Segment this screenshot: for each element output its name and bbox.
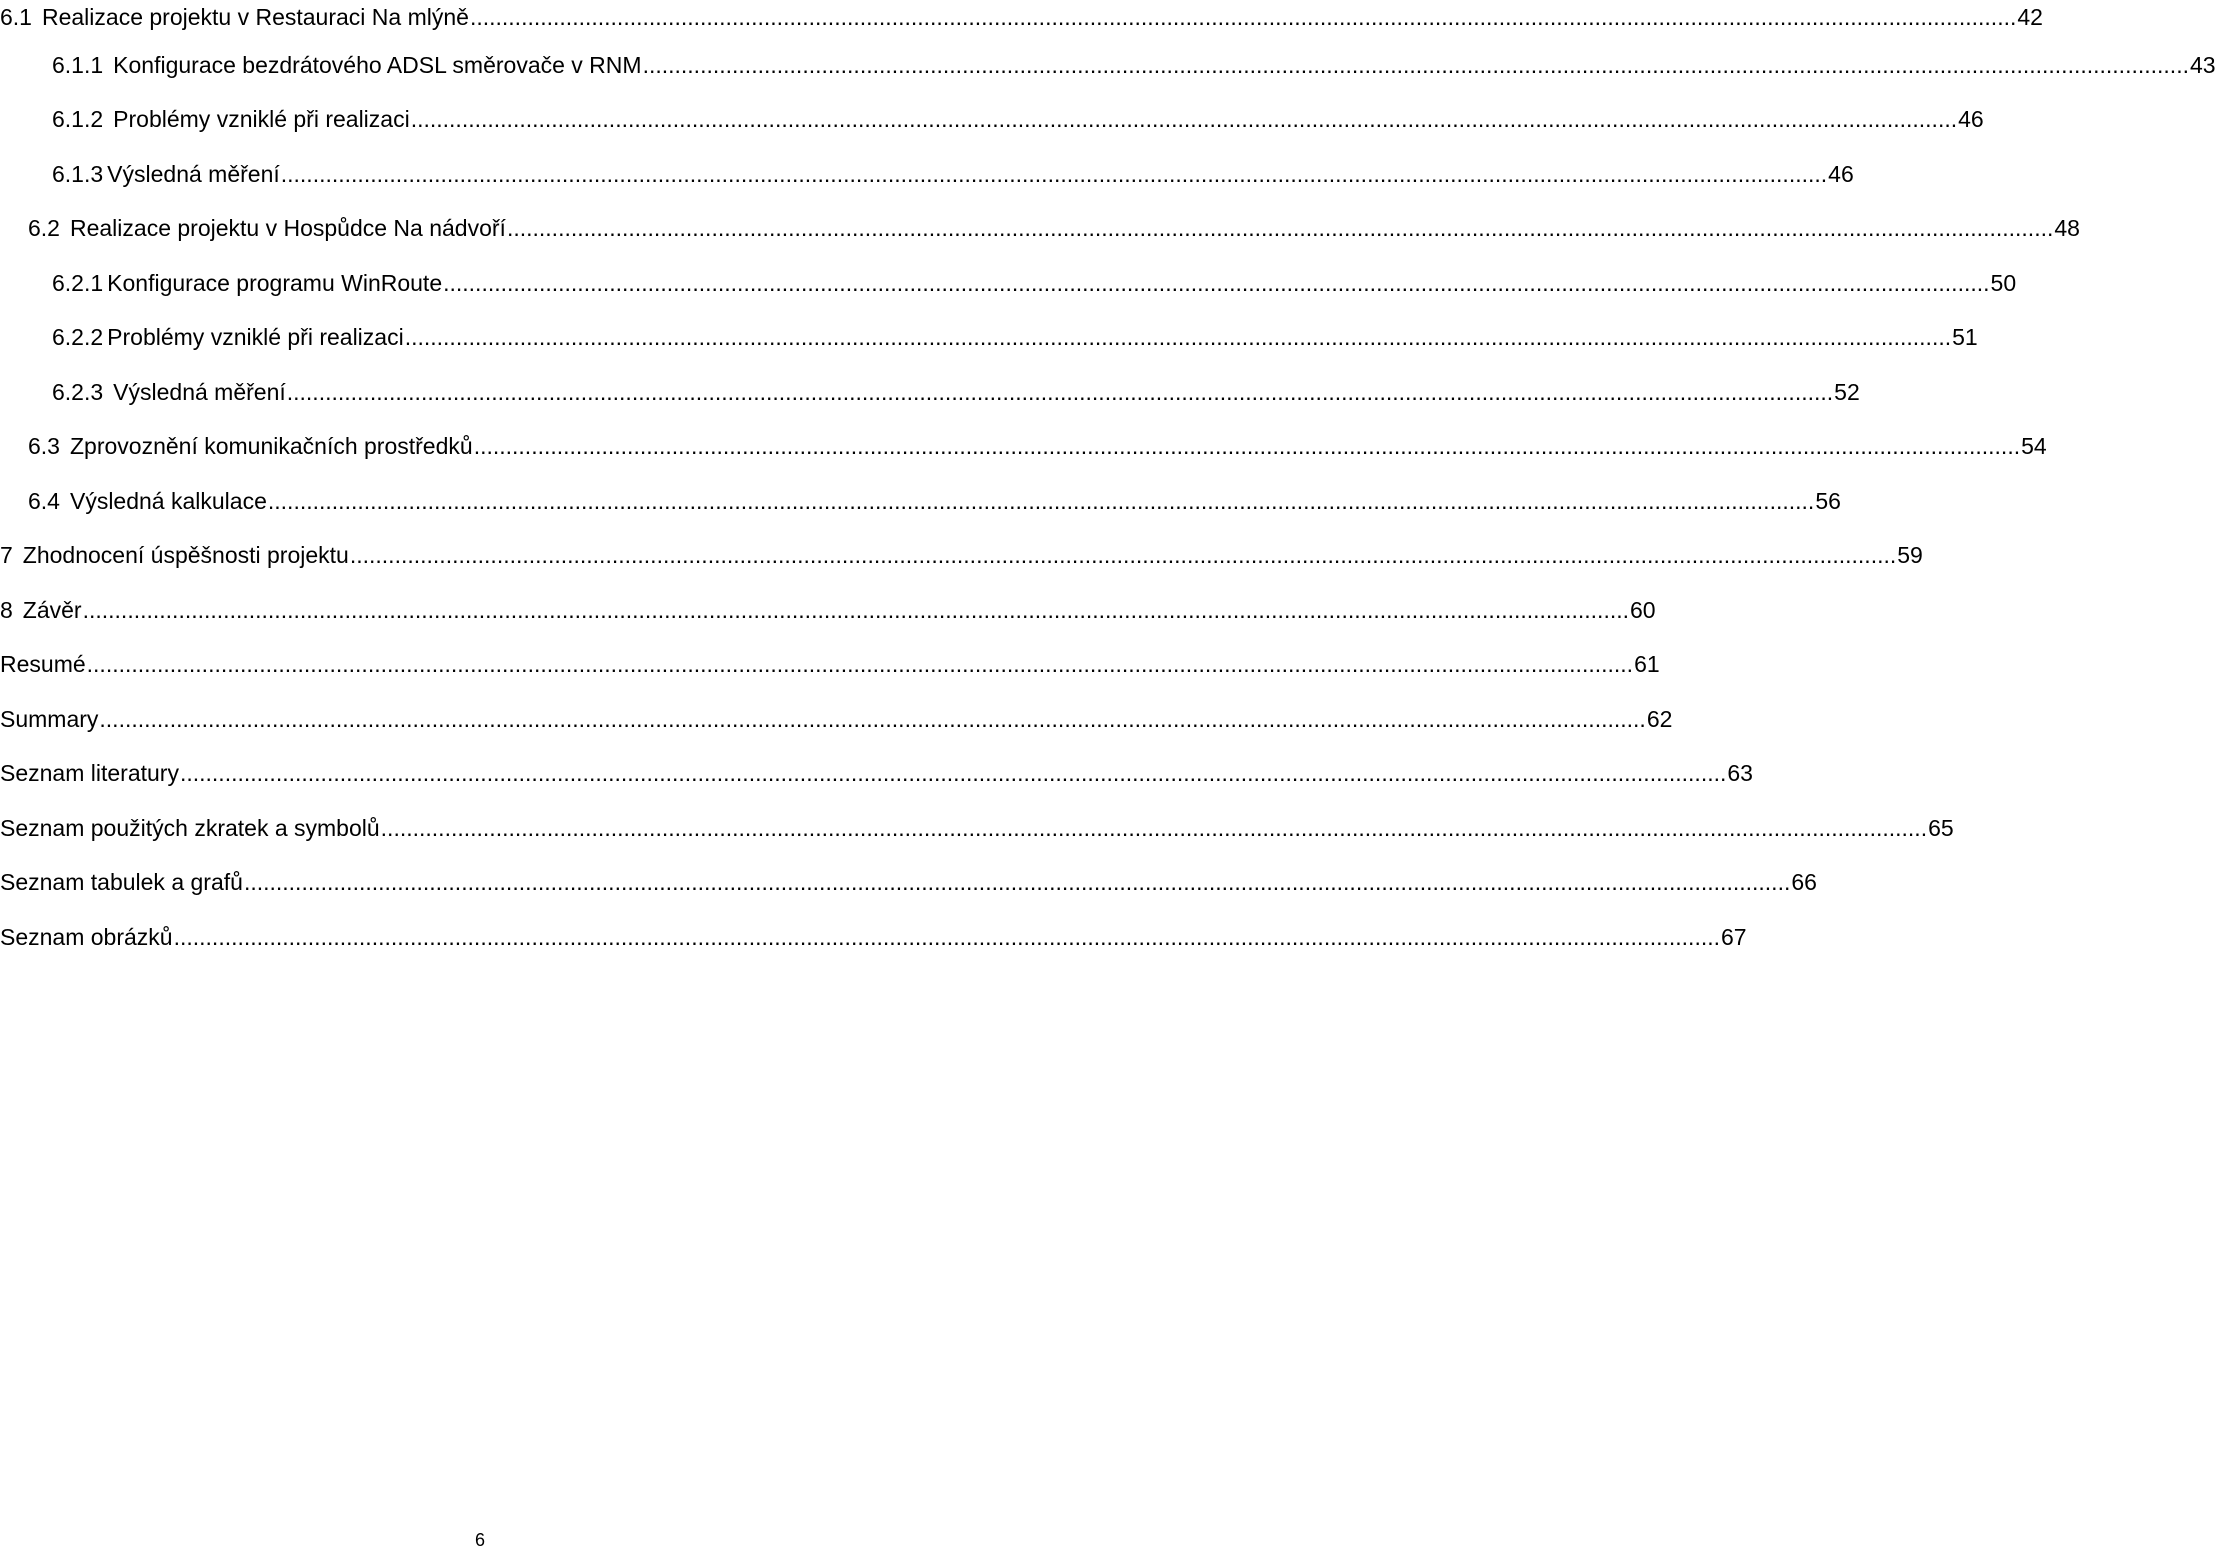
toc-entry bbox=[0, 593, 1656, 627]
toc-entry-page: 63 bbox=[1727, 760, 1753, 786]
toc-entry-page: 52 bbox=[1834, 379, 1860, 405]
toc-entry bbox=[0, 211, 2080, 245]
toc-entry-number: 6.2.1 bbox=[52, 270, 104, 296]
toc-entry-title: Resumé bbox=[0, 651, 86, 677]
toc-entry-title: Seznam obrázků bbox=[0, 924, 173, 950]
toc-entry-page: 54 bbox=[2021, 433, 2047, 459]
toc-entry-title: Seznam tabulek a grafů bbox=[0, 869, 243, 895]
toc-entry-title: Výsledná měření bbox=[107, 161, 280, 187]
toc-entry bbox=[0, 647, 1660, 681]
toc-entry-number: 6.2.2 bbox=[52, 324, 104, 350]
toc-entry-page: 62 bbox=[1646, 706, 1673, 732]
toc-entry-page: 66 bbox=[1791, 869, 1817, 895]
dot-leader bbox=[474, 429, 2020, 463]
toc-entry-title: Realizace projektu v Hospůdce Na nádvoří bbox=[69, 215, 506, 241]
toc-entry bbox=[0, 375, 1860, 409]
dot-leader bbox=[381, 811, 1927, 845]
dot-leader bbox=[281, 157, 1827, 191]
toc-entry-number: 6.4 bbox=[28, 488, 60, 514]
toc-entry-title: Závěr bbox=[22, 597, 82, 623]
dot-leader bbox=[87, 647, 1633, 681]
toc-entry-page: 43 bbox=[2189, 52, 2216, 78]
toc-entry bbox=[0, 157, 1854, 191]
toc-entry bbox=[0, 865, 1817, 899]
toc-entry-page: 60 bbox=[1630, 597, 1656, 623]
toc-entry bbox=[0, 48, 2216, 82]
toc-entry-number: 6.2 bbox=[28, 215, 60, 241]
toc-entry-title: Výsledná měření bbox=[113, 379, 286, 405]
toc-entry bbox=[0, 320, 1978, 354]
toc-entry-title: Seznam použitých zkratek a symbolů bbox=[0, 815, 380, 841]
dot-leader bbox=[350, 538, 1896, 572]
toc-entry-title: Realizace projektu v Restauraci Na mlýně bbox=[41, 4, 469, 30]
toc-entry-number: 6.2.3 bbox=[52, 379, 104, 405]
toc-entry-title: Zhodnocení úspěšnosti projektu bbox=[22, 542, 349, 568]
toc-entry-title: Seznam literatury bbox=[0, 760, 179, 786]
dot-leader bbox=[244, 865, 1790, 899]
toc-entry-page: 46 bbox=[1828, 161, 1854, 187]
toc-entry-page: 42 bbox=[2017, 4, 2043, 30]
toc-entry-number: 6.3 bbox=[28, 433, 60, 459]
toc-entry bbox=[0, 266, 2017, 300]
toc-entry bbox=[0, 0, 2043, 34]
dot-leader bbox=[507, 211, 2053, 245]
page-number: 6 bbox=[474, 1530, 485, 1550]
toc-entry-page: 50 bbox=[1990, 270, 2017, 296]
dot-leader bbox=[268, 484, 1814, 518]
toc-entry-number: 8 bbox=[0, 597, 13, 623]
toc-entry-page: 65 bbox=[1928, 815, 1954, 841]
dot-leader bbox=[443, 266, 1989, 300]
toc-entry-page: 61 bbox=[1634, 651, 1660, 677]
dot-leader bbox=[180, 756, 1726, 790]
dot-leader bbox=[411, 102, 1957, 136]
toc-entry-title: Problémy vzniklé při realizaci bbox=[107, 324, 404, 350]
dot-leader bbox=[174, 920, 1720, 954]
toc-entry-number: 6.1.2 bbox=[52, 106, 104, 132]
toc-entry-page: 59 bbox=[1897, 542, 1923, 568]
toc-entry-title: Konfigurace programu WinRoute bbox=[107, 270, 443, 296]
toc-entry bbox=[0, 102, 1984, 136]
dot-leader bbox=[470, 0, 2016, 34]
toc-entry bbox=[0, 920, 1747, 954]
toc-entry-title: Summary bbox=[0, 706, 99, 732]
toc-entry-page: 51 bbox=[1952, 324, 1978, 350]
toc-entry-title: Konfigurace bezdrátového ADSL směrovače v RNM bbox=[113, 52, 642, 78]
toc-entry-page: 48 bbox=[2054, 215, 2080, 241]
toc-entry bbox=[0, 484, 1841, 518]
toc-entry-number: 6.1.3 bbox=[52, 161, 104, 187]
toc-entry-title: Zprovoznění komunikačních prostředků bbox=[69, 433, 473, 459]
toc-entry-page: 46 bbox=[1958, 106, 1984, 132]
dot-leader bbox=[83, 593, 1629, 627]
toc-entry bbox=[0, 538, 1923, 572]
dot-leader bbox=[405, 320, 1951, 354]
dot-leader bbox=[643, 48, 2189, 82]
toc-entry-number: 6.1.1 bbox=[52, 52, 104, 78]
toc-entry-page: 56 bbox=[1815, 488, 1841, 514]
toc-entry-page: 67 bbox=[1721, 924, 1747, 950]
toc-entry-number: 6.1 bbox=[0, 4, 32, 30]
toc-entry bbox=[0, 429, 2047, 463]
toc-entry-title: Výsledná kalkulace bbox=[69, 488, 267, 514]
toc-entry-title: Problémy vzniklé při realizaci bbox=[113, 106, 410, 132]
toc-entry bbox=[0, 702, 1673, 736]
dot-leader bbox=[287, 375, 1833, 409]
dot-leader bbox=[99, 702, 1645, 736]
toc-entry-number: 7 bbox=[0, 542, 13, 568]
toc-entry bbox=[0, 811, 1954, 845]
toc-entry bbox=[0, 756, 1753, 790]
